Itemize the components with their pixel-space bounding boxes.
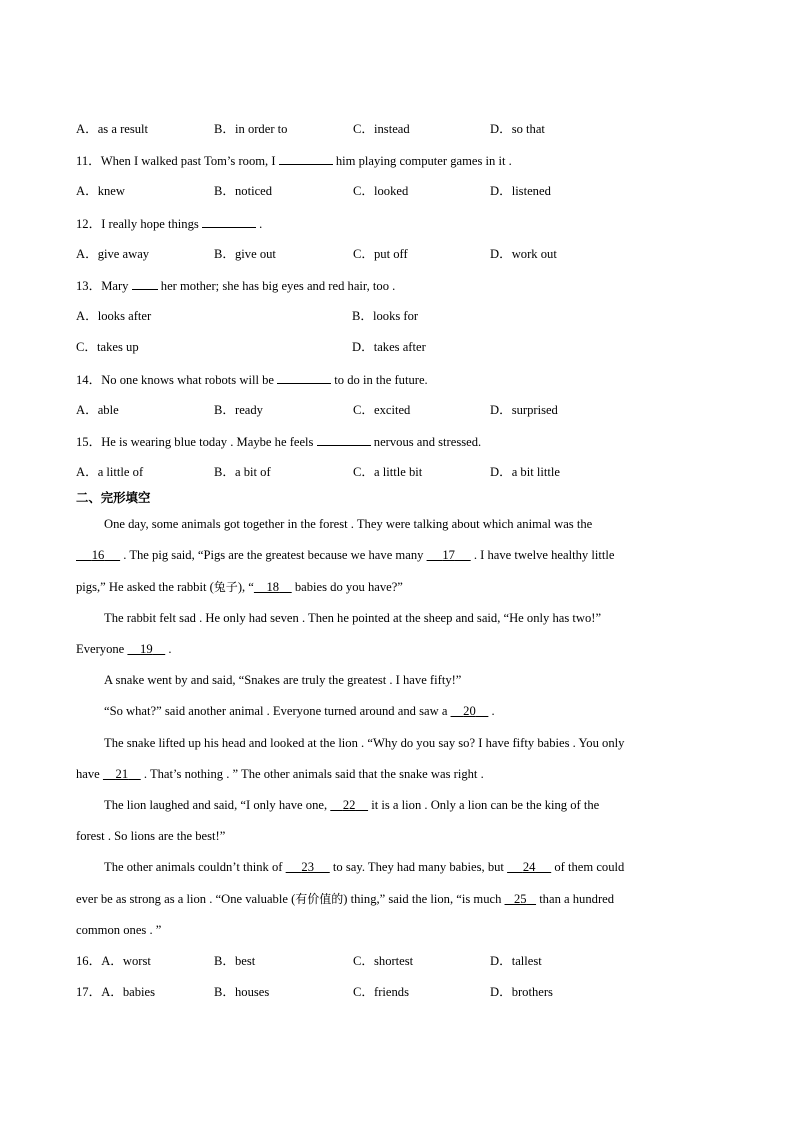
passage-line: ever be as strong as a lion . “One valuable (有价值的) thing,” said the lion, “is much 25 than a hundred: [76, 892, 615, 906]
blank-20: 20: [463, 704, 476, 718]
answer-blank: [277, 371, 331, 384]
q15-option-d: D．a bit little: [490, 465, 560, 479]
q10-option-b: B．in order to: [214, 122, 288, 136]
q16-option-c: C．shortest: [353, 954, 414, 968]
q11-option-c: C．looked: [353, 184, 409, 198]
q12-option-d: D．work out: [490, 247, 557, 261]
section-heading: 二、完形填空: [76, 490, 151, 505]
passage-line: The other animals couldn’t think of 23 to say. They had many babies, but 24 of them could: [104, 860, 625, 874]
q17-option-a: 17．A．babies: [76, 985, 156, 999]
passage-line: pigs,” He asked the rabbit (兔子), “ 18 babies do you have?”: [76, 580, 403, 594]
answer-blank: [132, 277, 158, 290]
passage-line: have 21 . That’s nothing . ” The other animals said that the snake was right .: [76, 767, 484, 781]
blank-18: 18: [266, 580, 280, 594]
q17-option-b: B．houses: [214, 985, 270, 999]
q11-option-d: D．listened: [490, 184, 551, 198]
q15-option-b: B．a bit of: [214, 465, 271, 479]
q17-option-c: C．friends: [353, 985, 409, 999]
q13-option-a: A．looks after: [76, 309, 152, 323]
q13-option-c: C．takes up: [76, 340, 139, 354]
q12-stem: 12．I really hope things .: [76, 217, 263, 231]
q15-stem: 15．He is wearing blue today . Maybe he feels nervous and stressed.: [76, 435, 482, 449]
q11-option-a: A．knew: [76, 184, 125, 198]
q14-option-a: A．able: [76, 403, 119, 417]
q12-option-c: C．put off: [353, 247, 408, 261]
blank-24: 24: [522, 860, 536, 874]
blank-19: 19: [140, 642, 153, 656]
q15-option-a: A．a little of: [76, 465, 144, 479]
q10-option-a: A．as a result: [76, 122, 149, 136]
q11-stem: 11．When I walked past Tom’s room, I him playing computer games in it .: [76, 154, 512, 168]
answer-blank: [202, 215, 256, 228]
passage-line: A snake went by and said, “Snakes are truly the greatest . I have fifty!”: [104, 673, 462, 687]
q10-option-d: D．so that: [490, 122, 545, 136]
q14-option-c: C．excited: [353, 403, 411, 417]
q15-option-c: C．a little bit: [353, 465, 423, 479]
q13-stem: 13．Mary her mother; she has big eyes and red hair, too .: [76, 279, 396, 293]
q16-option-b: B．best: [214, 954, 256, 968]
passage-line: Everyone 19 .: [76, 642, 172, 656]
passage-line: forest . So lions are the best!”: [76, 829, 226, 843]
passage-line: The snake lifted up his head and looked at the lion . “Why do you say so? I have fifty babies . You only: [104, 736, 625, 750]
blank-22: 22: [342, 798, 356, 812]
q12-option-a: A．give away: [76, 247, 150, 261]
q10-option-c: C．instead: [353, 122, 410, 136]
blank-25: 25: [513, 892, 527, 906]
q12-option-b: B．give out: [214, 247, 276, 261]
answer-blank: [279, 152, 333, 165]
blank-21: 21: [115, 767, 129, 781]
blank-16: 16: [91, 548, 105, 562]
q14-stem: 14．No one knows what robots will be to do in the future.: [76, 373, 428, 387]
passage-line: common ones . ”: [76, 923, 162, 937]
passage-line: The lion laughed and said, “I only have one, 22 it is a lion . Only a lion can be the king of the: [104, 798, 600, 812]
q11-option-b: B．noticed: [214, 184, 273, 198]
blank-23: 23: [301, 860, 314, 874]
q16-option-d: D．tallest: [490, 954, 542, 968]
q14-option-b: B．ready: [214, 403, 263, 417]
q13-option-b: B．looks for: [352, 309, 419, 323]
passage-line: One day, some animals got together in the forest . They were talking about which animal was the: [104, 517, 593, 531]
q13-option-d: D．takes after: [352, 340, 426, 354]
q17-option-d: D．brothers: [490, 985, 553, 999]
passage-line: 16 . The pig said, “Pigs are the greatest because we have many 17 . I have twelve healthy little: [76, 547, 614, 563]
q16-option-a: 16．A．worst: [76, 954, 151, 968]
passage-line: “So what?” said another animal . Everyone turned around and saw a 20 .: [104, 704, 495, 718]
blank-17: 17: [442, 548, 455, 562]
answer-blank: [317, 433, 371, 446]
passage-line: The rabbit felt sad . He only had seven . Then he pointed at the sheep and said, “He only has two!”: [104, 611, 602, 625]
q14-option-d: D．surprised: [490, 403, 558, 417]
